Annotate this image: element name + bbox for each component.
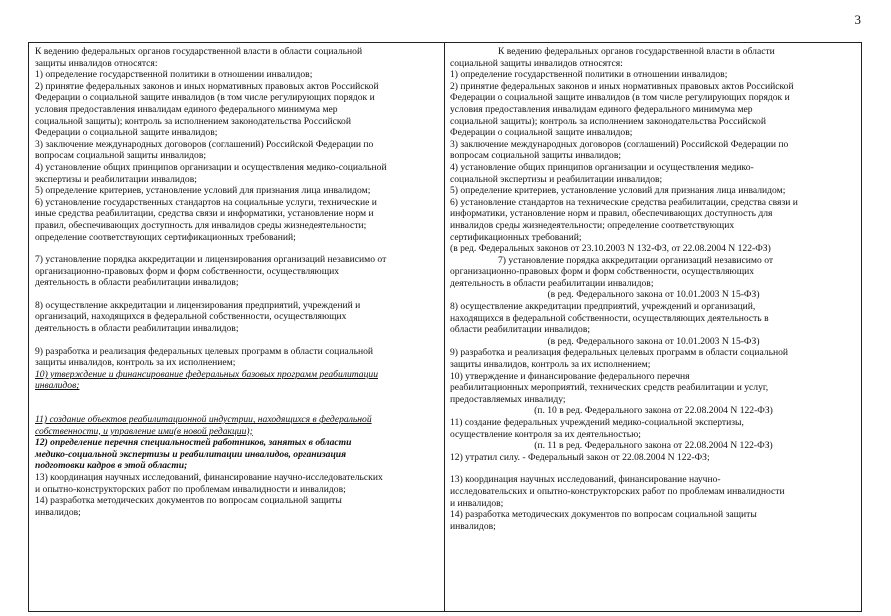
right-item-7: организационно-правовых форм и форм собственности, осуществляющих: [450, 266, 755, 278]
left-item-4: экспертизы и реабилитации инвалидов;: [35, 173, 197, 185]
left-item-11-deleted: собственности, и управление ими(в новой редакции);: [35, 425, 253, 437]
left-item-8: организаций, находящихся в федеральной собственности, осуществляющих: [35, 311, 347, 323]
left-item-7: организационно-правовых форм и форм собственности, осуществляющих: [35, 265, 340, 277]
left-item-8: 8) осуществление аккредитации и лицензирования предприятий, учреждений и: [35, 299, 361, 311]
right-item-2: Федерации о социальной защите инвалидов (в том числе регулирующих порядок и: [450, 92, 790, 104]
left-column-old-text: [29, 43, 445, 611]
left-item-2: Федерации о социальной защите инвалидов (в том числе регулирующих порядок и: [35, 92, 375, 104]
right-item-12: 12) утратил силу. - Федеральный закон от 22.08.2004 N 122-ФЗ;: [450, 451, 710, 463]
left-item-4: 4) установление общих принципов организации и осуществления медико-социальной: [35, 161, 387, 173]
right-item-10: предоставляемых инвалиду;: [450, 393, 566, 405]
left-item-2: условия предоставления инвалидам единого федерального минимума мер: [35, 103, 338, 115]
right-item-14: 14) разработка методических документов по вопросам социальной защиты: [450, 509, 757, 521]
right-item-6: 6) установление стандартов на технические средства реабилитации, средства связи и: [450, 196, 798, 208]
left-item-6: правил, обеспечивающих доступность для инвалидов среды жизнедеятельности;: [35, 219, 367, 231]
right-item-6: сертификационных требований;: [450, 231, 582, 243]
right-item-10: реабилитационных мероприятий, технических средств реабилитации и услуг,: [450, 382, 769, 394]
right-item-8: области реабилитации инвалидов;: [450, 324, 591, 336]
left-item-6: определение соответствующих сертификационных требований;: [35, 231, 296, 243]
right-item-6: информатики, установление норм и правил, обеспечивающих доступность для: [450, 208, 773, 220]
left-item-14: 14) разработка методических документов по вопросам социальной защиты: [35, 495, 342, 507]
left-item-3: вопросам социальной защиты инвалидов;: [35, 150, 207, 162]
left-item-13: 13) координация научных исследований, финансирование научно-исследовательских: [35, 472, 383, 483]
left-item-13: и опытно-конструкторских работ по проблемам инвалидности и инвалидов;: [35, 483, 346, 495]
left-item-2: Федерации о социальной защите инвалидов;: [35, 127, 218, 139]
left-item-8: деятельность в области реабилитации инвалидов;: [35, 323, 239, 335]
left-item-6: иные средства реабилитации, средства связи и информатики, установление норм и: [35, 208, 374, 220]
right-item-11: осуществление контроля за их деятельностью;: [450, 428, 641, 440]
left-item-14: инвалидов;: [35, 506, 81, 518]
right-item-1: 1) определение государственной политики в отношении инвалидов;: [450, 69, 728, 81]
left-item-5: 5) определение критериев, установление условий для признания лица инвалидом;: [35, 185, 371, 197]
right-item-2: условия предоставления инвалидам единого федерального минимума мер: [450, 103, 753, 115]
right-item-7: 7) установление порядка аккредитации организаций независимо от: [498, 254, 774, 266]
left-item-7: деятельность в области реабилитации инвалидов;: [35, 277, 239, 289]
right-item-9: 9) разработка и реализация федеральных целевых программ в области социальной: [450, 347, 789, 359]
right-item-13: и инвалидов;: [450, 497, 504, 509]
left-item-2: 2) принятие федеральных законов и иных нормативных правовых актов Российской: [35, 80, 379, 92]
right-item-11-amendment-ref: (п. 11 в ред. Федерального закона от 22.08.2004 N 122-ФЗ): [534, 440, 773, 452]
right-item-8-amendment-ref: (в ред. Федерального закона от 10.01.2003 N 15-ФЗ): [547, 335, 760, 347]
left-item-3: 3) заключение международных договоров (соглашений) Российской Федерации по: [35, 138, 374, 150]
left-item-11-deleted: 11) создание объектов реабилитационной индустрии, находящихся в федеральной: [35, 414, 372, 426]
right-item-10: 10) утверждение и финансирование федерального перечня: [450, 370, 690, 382]
right-item-9: защиты инвалидов, контроль за их исполнением;: [450, 359, 651, 371]
right-item-8: находящихся в федеральной собственности, осуществляющих деятельность в: [450, 312, 769, 324]
right-column-new-text: [445, 43, 861, 611]
right-intro-line: социальной защиты инвалидов относятся:: [450, 57, 623, 69]
right-item-2: Федерации о социальной защите инвалидов;: [450, 127, 633, 139]
right-item-7-amendment-ref: (в ред. Федерального закона от 10.01.2003 N 15-ФЗ): [547, 289, 760, 301]
left-item-9: 9) разработка и реализация федеральных целевых программ в области социальной: [35, 345, 374, 357]
right-item-7: деятельность в области реабилитации инвалидов;: [450, 277, 654, 289]
right-item-2: 2) принятие федеральных законов и иных нормативных правовых актов Российской: [450, 80, 794, 92]
right-item-8: 8) осуществление аккредитации предприятий, учреждений и организаций,: [450, 301, 756, 313]
comparison-table: [28, 42, 862, 612]
right-item-11: 11) создание федеральных учреждений медико-социальной экспертизы,: [450, 417, 744, 428]
right-item-6: инвалидов среды жизнедеятельности; определение соответствующих: [450, 219, 735, 231]
left-item-1: 1) определение государственной политики в отношении инвалидов;: [35, 69, 313, 81]
right-item-3: вопросам социальной защиты инвалидов;: [450, 150, 622, 162]
left-item-10-deleted: инвалидов;: [35, 380, 80, 392]
left-item-10-deleted: 10) утверждение и финансирование федеральных базовых программ реабилитации: [35, 368, 378, 380]
left-item-6: 6) установление государственных стандартов на социальные услуги, технические и: [35, 196, 377, 208]
page-number: 3: [854, 12, 861, 27]
right-item-3: 3) заключение международных договоров (соглашений) Российской Федерации по: [450, 138, 789, 150]
right-item-6-amendment-ref: (в ред. Федеральных законов от 23.10.2003 N 132-ФЗ, от 22.08.2004 N 122-ФЗ): [450, 243, 771, 255]
right-item-13: 13) координация научных исследований, финансирование научно-: [450, 474, 721, 486]
right-item-5: 5) определение критериев, установление условий для признания лица инвалидом;: [450, 185, 786, 197]
right-item-4: 4) установление общих принципов организации и осуществления медико-: [450, 161, 754, 173]
left-intro-line: К ведению федеральных органов государственной власти в области социальной: [35, 46, 363, 57]
right-intro-line: К ведению федеральных органов государственной власти в области: [498, 46, 775, 57]
left-intro-line: защиты инвалидов относятся:: [35, 57, 158, 69]
left-item-2: социальной защиты); контроль за исполнением законодательства Российской: [35, 115, 351, 127]
right-item-10-amendment-ref: (п. 10 в ред. Федерального закона от 22.08.2004 N 122-ФЗ): [534, 405, 773, 417]
left-item-9: защиты инвалидов, контроль за их исполнением;: [35, 357, 236, 369]
right-item-13: исследовательских и опытно-конструкторских работ по проблемам инвалидности: [450, 485, 785, 497]
left-item-12: медико-социальной экспертизы и реабилитации инвалидов, организация: [35, 448, 347, 460]
right-item-4: социальной экспертизы и реабилитации инвалидов;: [450, 173, 663, 185]
right-item-14: инвалидов;: [450, 520, 496, 532]
left-item-12: 12) определение перечня специальностей работников, занятых в области: [35, 437, 352, 449]
right-item-2: социальной защиты); контроль за исполнением законодательства Российской: [450, 115, 766, 127]
left-item-7: 7) установление порядка аккредитации и лицензирования организаций независимо от: [35, 254, 387, 266]
left-item-12: подготовки кадров в этой области;: [35, 460, 188, 472]
